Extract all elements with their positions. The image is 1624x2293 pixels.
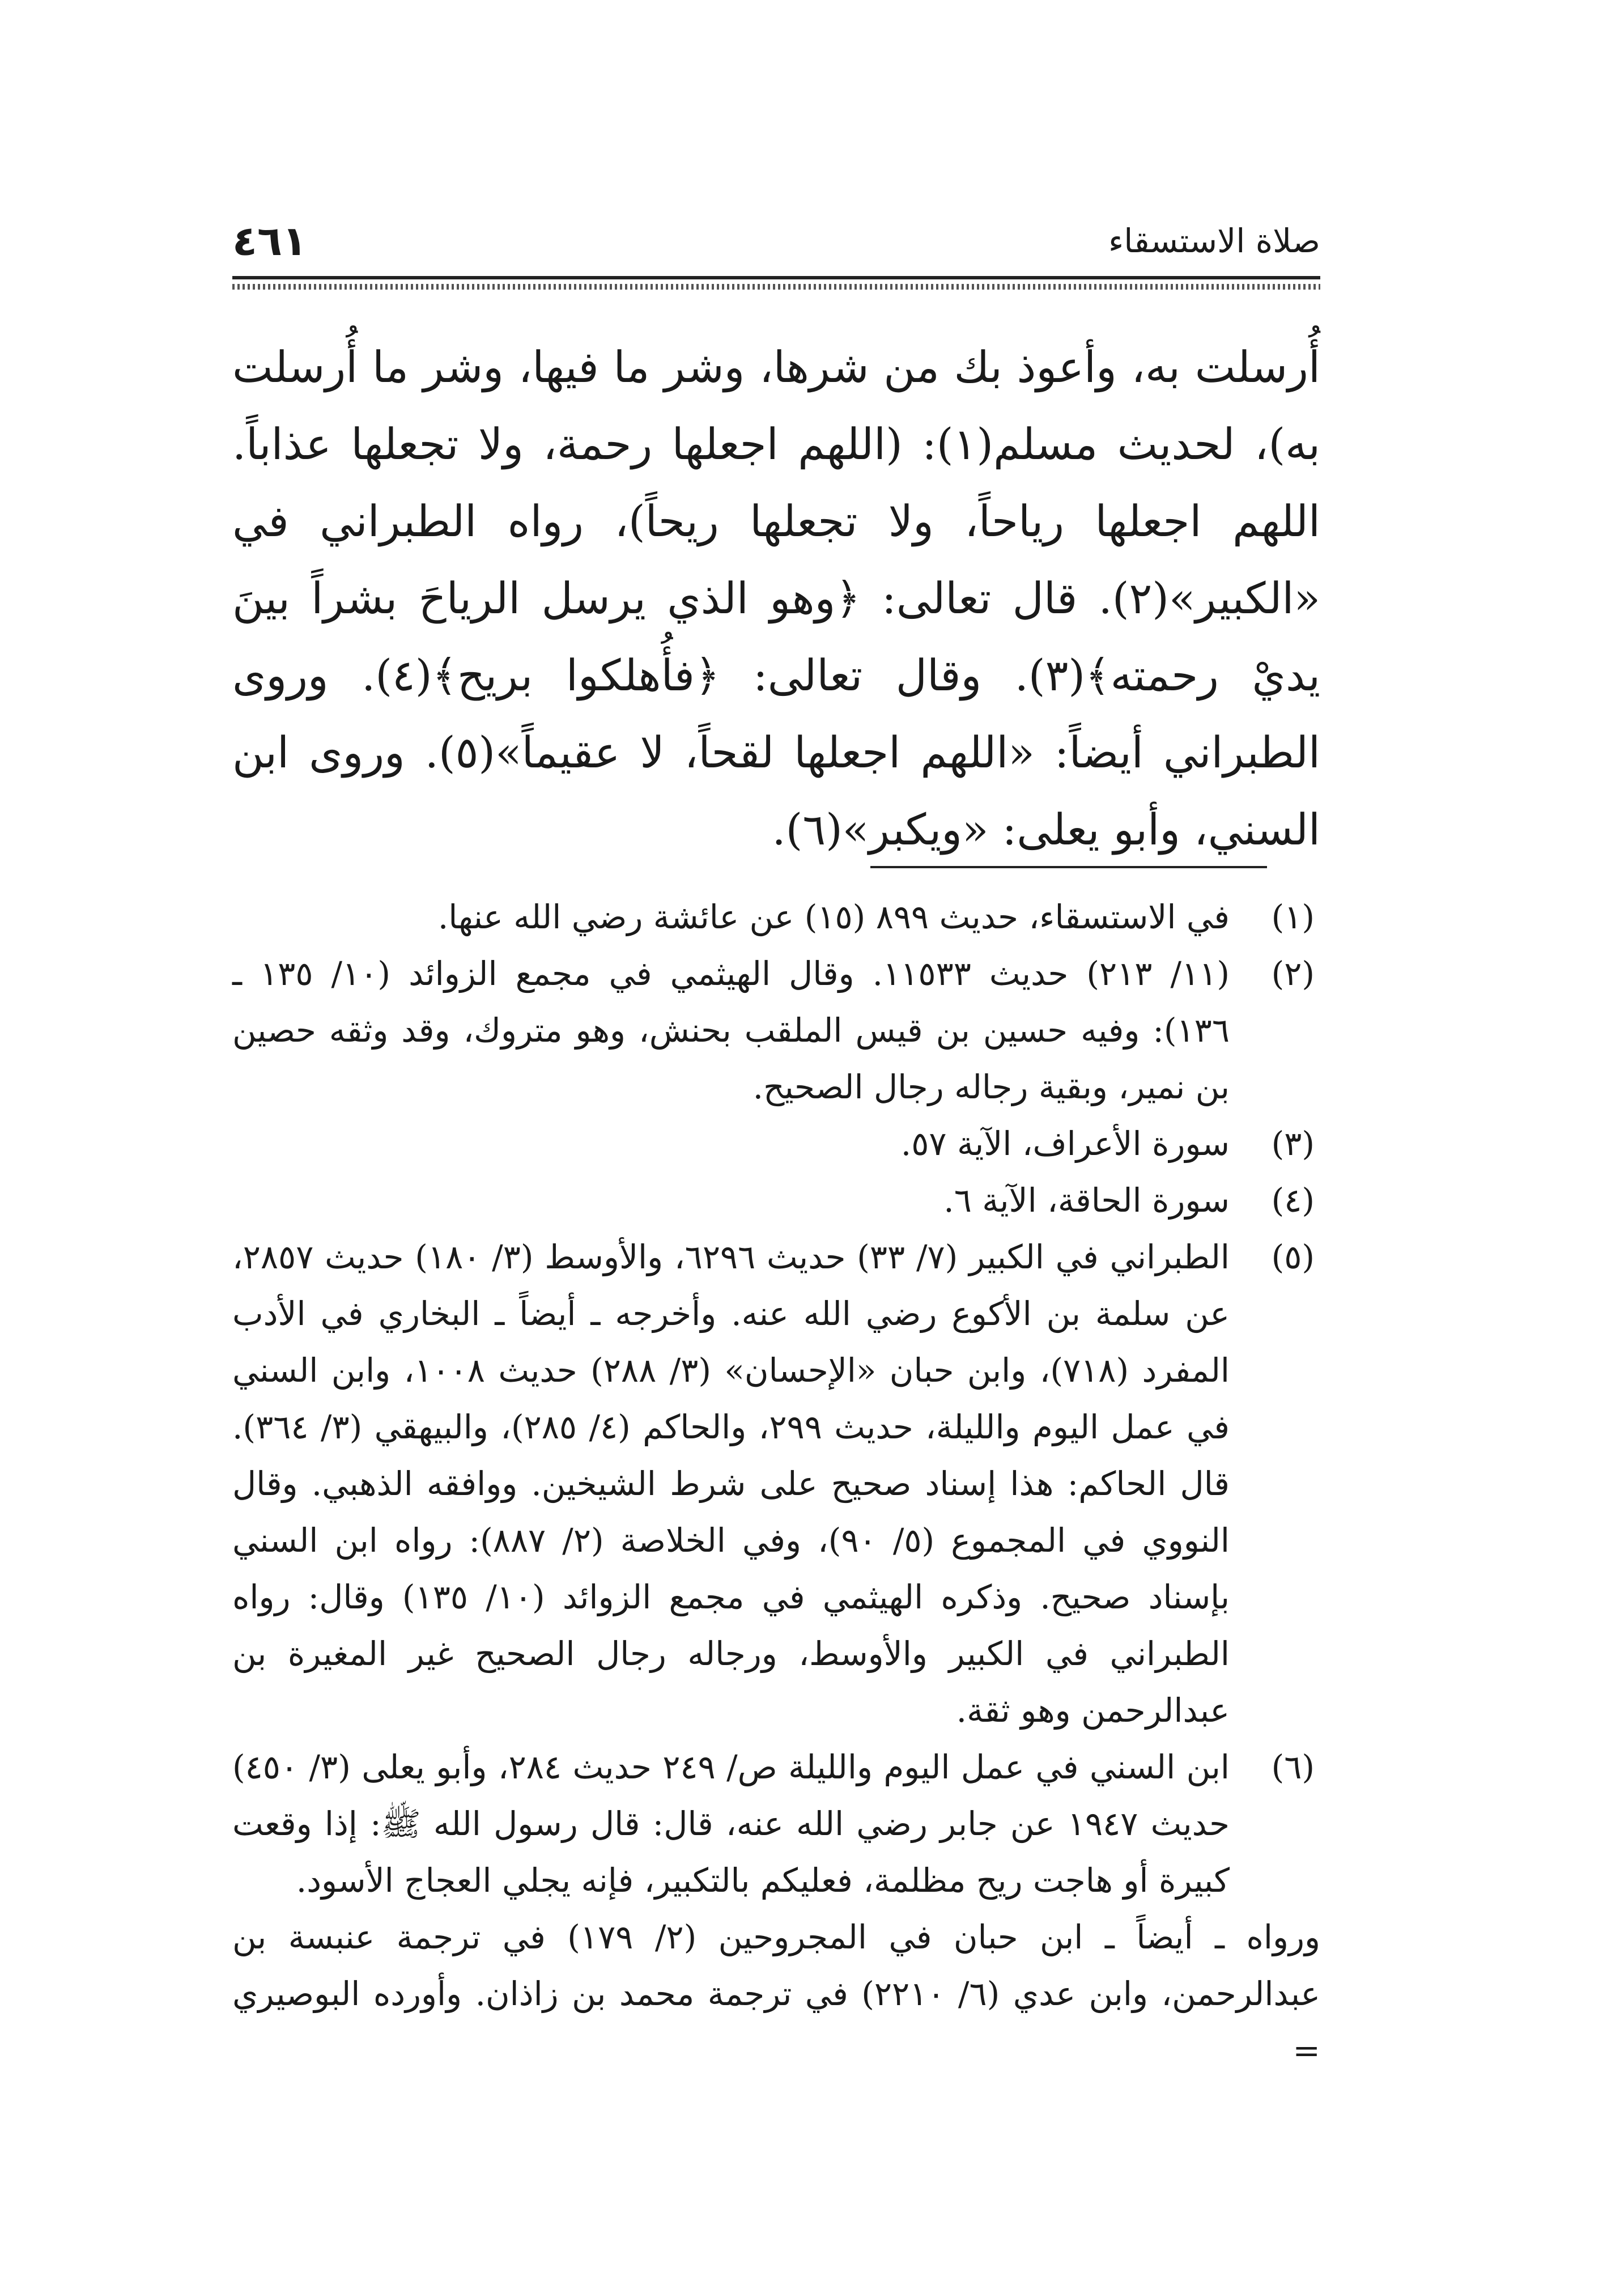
- footnote-text: الطبراني في الكبير (٧/ ٣٣) حديث ٦٢٩٦، والأوسط (٣/ ١٨٠) حديث ٢٨٥٧، عن سلمة بن الأكوع رضي الله عنه. وأخرجه ـ أيضاً ـ البخاري في الأدب المفرد (٧١٨)، وابن حبان «الإحسان» (٣/ ٢٨٨) حديث ١٠٠٨، وابن السني في عمل اليوم والليلة، حديث ٢٩٩، والحاكم (٤/ ٢٨٥)، والبيهقي (٣/ ٣٦٤). قال الحاكم: هذا إسناد صحيح على شرط الشيخين. ووافقه الذهبي. وقال النووي في المجموع (٥/ ٩٠)، وفي الخلاصة (٢/ ٨٨٧): رواه ابن السني بإسناد صحيح. وذكره الهيثمي في مجمع الزوائد (١٠/ ١٣٥) وقال: رواه الطبراني في الكبير والأوسط، ورجاله رجال الصحيح غير المغيرة بن عبدالرحمن وهو ثقة.: [232, 1238, 1230, 1730]
- main-paragraph: أُرسلت به، وأعوذ بك من شرها، وشر ما فيها، وشر ما أُرسلت به)، لحديث مسلم(١): (اللهم اجعلها رحمة، ولا تجعلها عذاباً. اللهم اجعلها رياحاً، ولا تجعلها ريحاً)، رواه الطبراني في «الكبير»(٢). قال تعالى: ﴿وهو الذي يرسل الرياحَ بشراً بينَ يديْ رحمته﴾(٣). وقال تعالى: ﴿فأُهلكوا بريح﴾(٤). وروى الطبراني أيضاً: «اللهم اجعلها لقحاً، لا عقيماً»(٥). وروى ابن السني، وأبو يعلى: «ويكبر»(٦).: [232, 342, 1321, 855]
- footnote-number: (٤): [1271, 1181, 1315, 1220]
- footnote-text: ابن السني في عمل اليوم والليلة ص/ ٢٤٩ حديث ٢٨٤، وأبو يعلى (٣/ ٤٥٠) حديث ١٩٤٧ عن جابر رضي الله عنه، قال: قال رسول الله ﷺ: إذا وقعت كبيرة أو هاجت ريح مظلمة، فعليكم بالتكبير، فإنه يجلي العجاج الأسود.: [232, 1748, 1230, 1900]
- footnote: [232, 889, 1320, 945]
- footnote: [232, 1739, 1320, 1909]
- footnote: [232, 1229, 1320, 1739]
- footnote-number: (٥): [1271, 1238, 1315, 1276]
- footnote-number: (٦): [1271, 1748, 1315, 1786]
- footnote-text: سورة الأعراف، الآية ٥٧.: [900, 1124, 1230, 1163]
- page-number: ٤٦١: [232, 217, 307, 265]
- footnote: [232, 945, 1320, 1115]
- footnote-separator: [870, 866, 1267, 868]
- footnote-text: في الاستسقاء، حديث ٨٩٩ (١٥) عن عائشة رضي الله عنها.: [437, 898, 1230, 936]
- footnotes: [232, 889, 1320, 2079]
- footnote-text: سورة الحاقة، الآية ٦.: [943, 1181, 1230, 1220]
- running-title: صلاة الاستسقاء: [1108, 222, 1320, 260]
- page-header: [232, 210, 1320, 272]
- main-text: [232, 329, 1320, 868]
- footnote-continuation: ورواه ـ أيضاً ـ ابن حبان في المجروحين (٢/ ١٧٩) في ترجمة عنبسة بن عبدالرحمن، وابن عدي (٦/ ٢٢١٠) في ترجمة محمد بن زاذان. وأورده البوصيري =: [232, 1918, 1321, 2070]
- footnote: [232, 1172, 1320, 1229]
- footnote-text: (١١/ ٢١٣) حديث ١١٥٣٣. وقال الهيثمي في مجمع الزوائد (١٠/ ١٣٥ ـ ١٣٦): وفيه حسين بن قيس الملقب بحنش، وهو متروك، وقد وثقه حصين بن نمير، وبقية رجاله رجال الصحيح.: [232, 954, 1230, 1106]
- footnote-number: (٣): [1271, 1124, 1315, 1163]
- footnote-number: (١): [1271, 898, 1315, 936]
- header-rule: [232, 276, 1320, 294]
- footnote-number: (٢): [1271, 954, 1315, 993]
- footnote: [232, 1115, 1320, 1172]
